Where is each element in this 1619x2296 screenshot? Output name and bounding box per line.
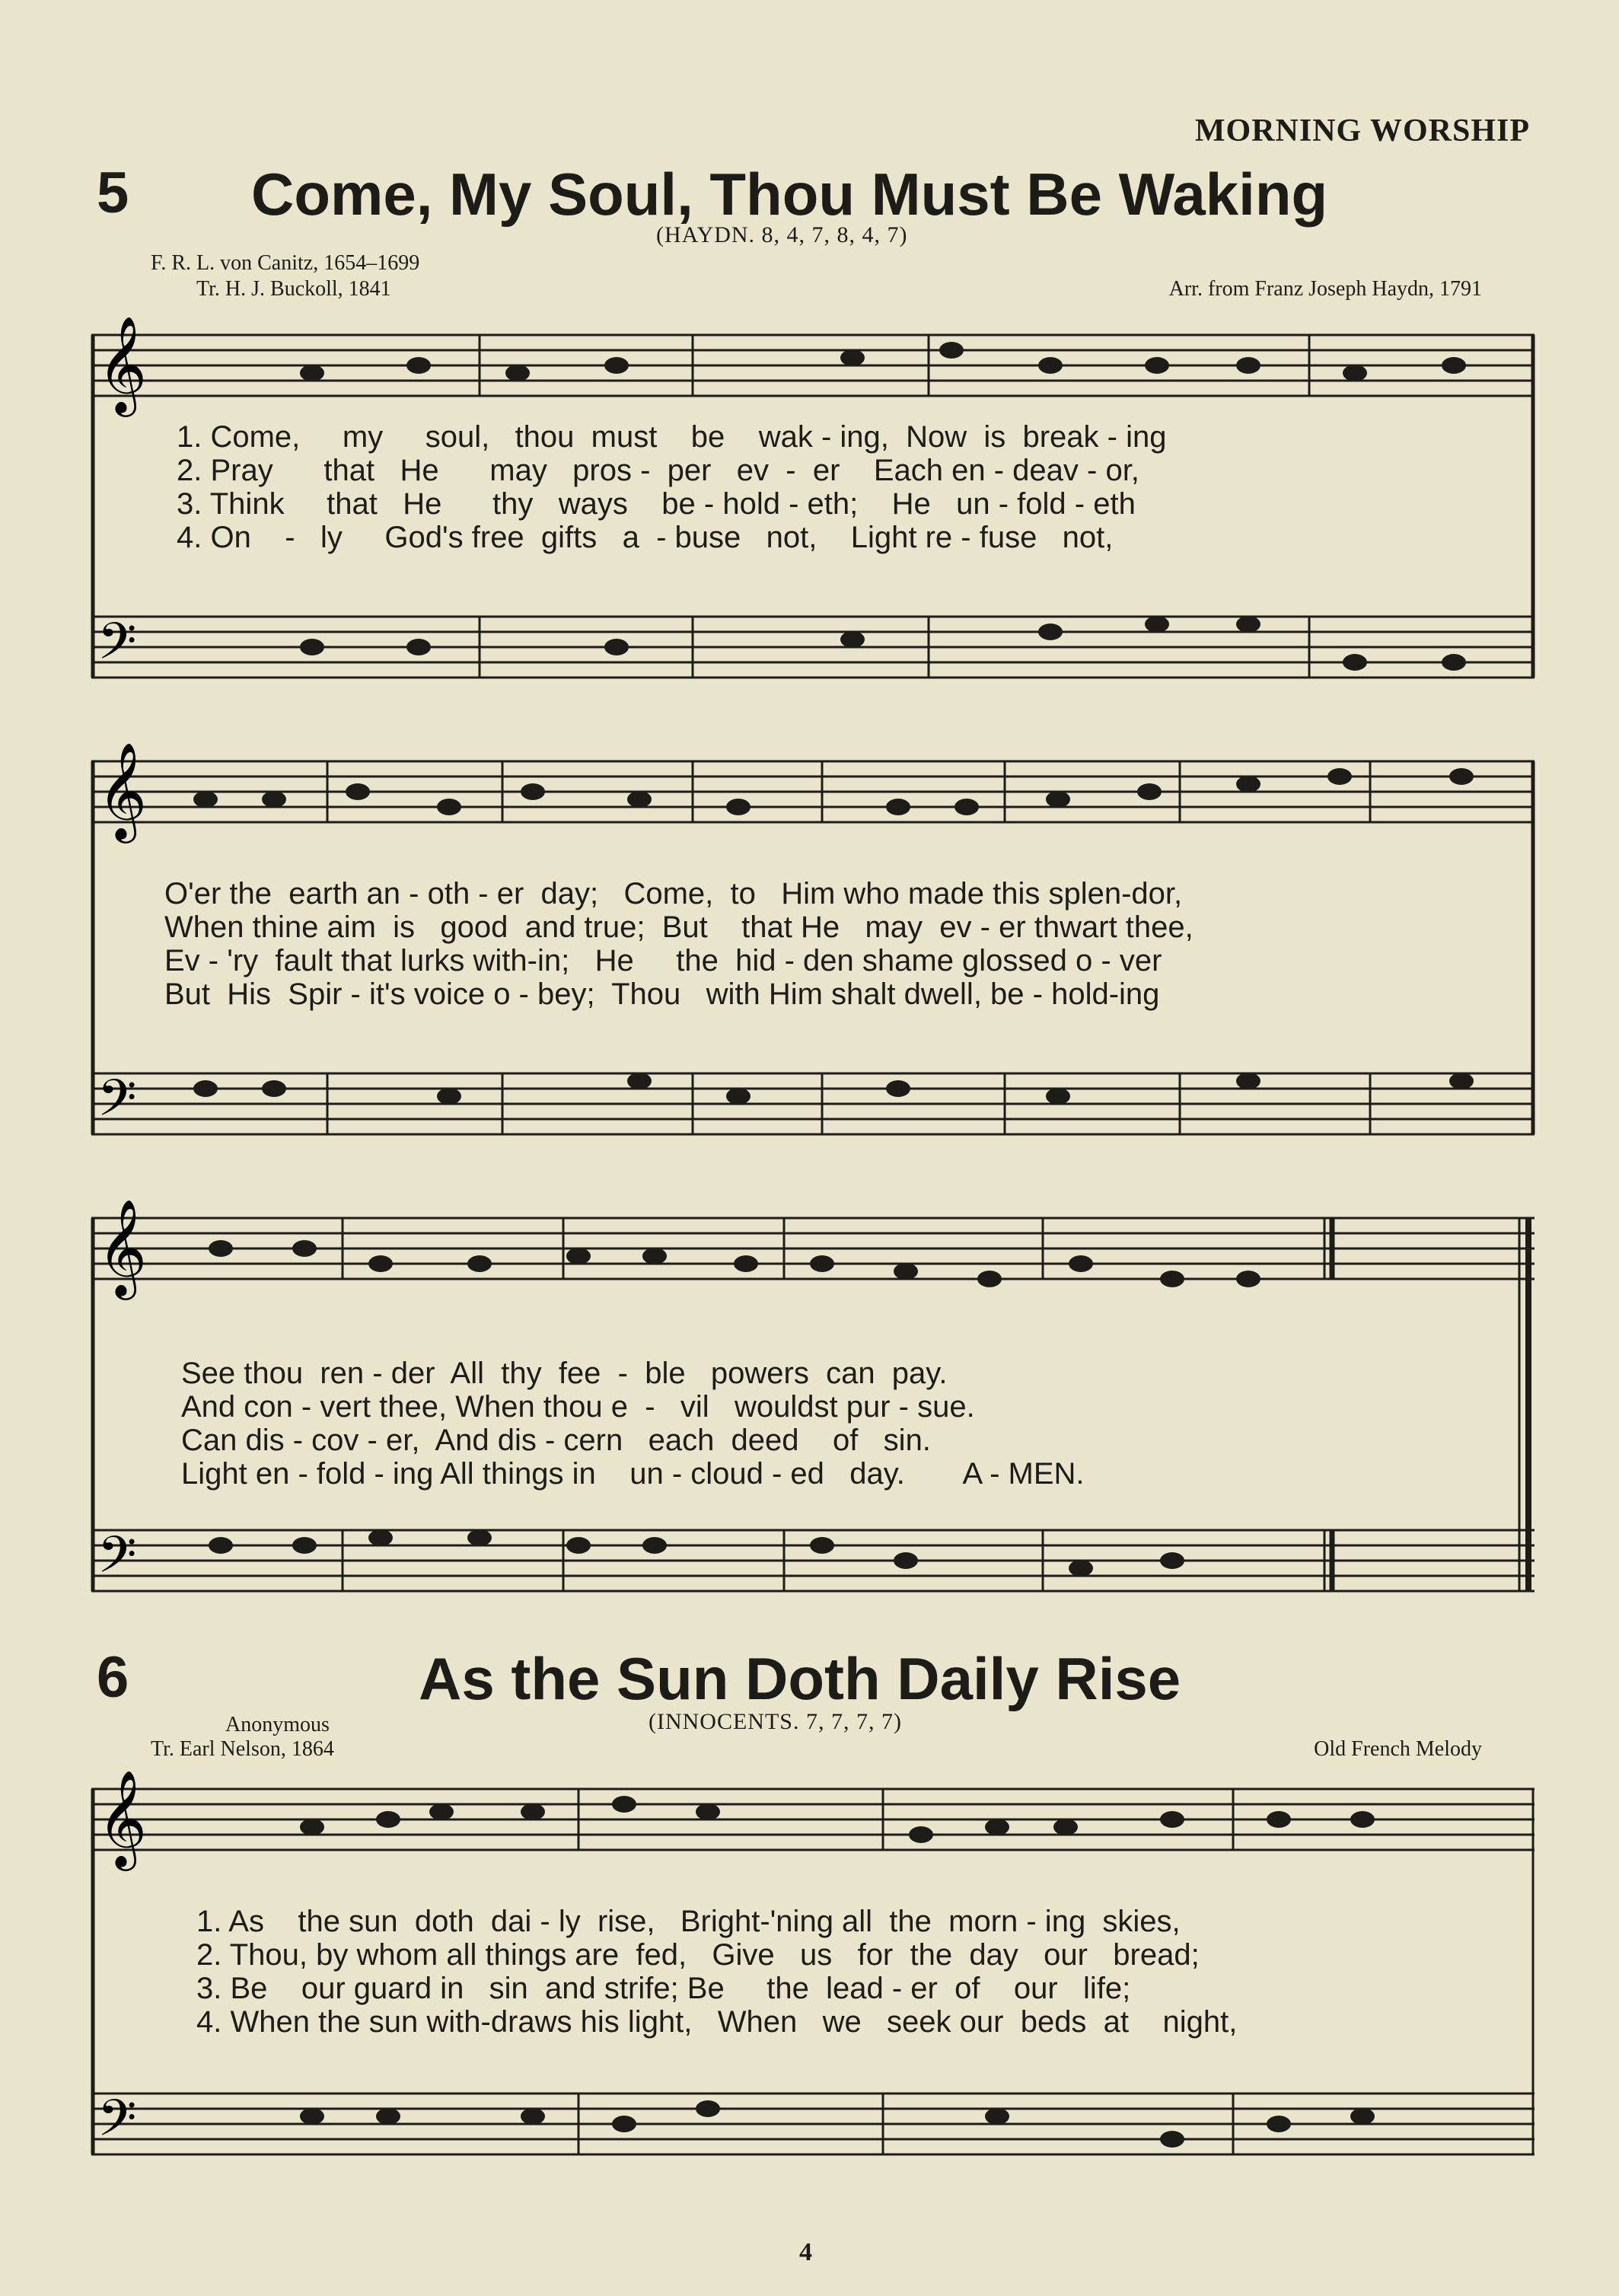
arranger-credit: Old French Melody: [1314, 1737, 1482, 1761]
page-number: 4: [799, 2238, 812, 2266]
translator-credit: Tr. H. J. Buckoll, 1841: [196, 277, 391, 301]
lyric-line: 1. Come, my soul, thou must be wak - ing, Now is break - ing: [177, 420, 1167, 454]
lyric-line: Ev - 'ry fault that lurks with-in; He the hid - den shame glossed o - ver: [164, 944, 1162, 977]
svg-text:𝄢: 𝄢: [97, 2089, 137, 2160]
lyric-line: See thou ren - der All thy fee - ble powers can pay.: [181, 1357, 948, 1390]
lyric-line: 4. On - ly God's free gifts a - buse not, Light re - fuse not,: [177, 521, 1114, 554]
svg-text:𝄢: 𝄢: [97, 1069, 137, 1140]
lyric-line: O'er the earth an - oth - er day; Come, to Him who made this splen-dor,: [164, 877, 1183, 910]
lyric-line: 2. Thou, by whom all things are fed, Give us for the day our bread;: [196, 1938, 1200, 1972]
music-system: [91, 315, 1535, 731]
music-system: [91, 1198, 1535, 1629]
hymn-title: As the Sun Doth Daily Rise: [419, 1645, 1181, 1712]
svg-text:𝄢: 𝄢: [97, 1526, 137, 1596]
lyric-line: And con - vert thee, When thou e - vil wouldst pur - sue.: [181, 1390, 975, 1424]
svg-text:𝄞: 𝄞: [97, 315, 148, 413]
author-credit: Anonymous: [225, 1713, 330, 1736]
lyric-line: 2. Pray that He may pros - per ev - er Each en - deav - or,: [177, 454, 1139, 487]
svg-text:𝄢: 𝄢: [97, 612, 137, 683]
section-label: MORNING WORSHIP: [1194, 113, 1530, 148]
lyric-line: 3. Think that He thy ways be - hold - eth; He un - fold - eth: [177, 487, 1136, 521]
arranger-credit: Arr. from Franz Joseph Haydn, 1791: [1168, 277, 1482, 301]
music-system: [91, 1769, 1535, 2200]
svg-text:𝄞: 𝄞: [97, 1769, 148, 1867]
tune-name: (HAYDN. 8, 4, 7, 8, 4, 7): [656, 222, 908, 247]
lyric-line: Can dis - cov - er, And dis - cern each deed of sin.: [181, 1424, 931, 1457]
lyric-line: When thine aim is good and true; But that He may ev - er thwart thee,: [164, 910, 1194, 944]
hymn-number: 5: [97, 161, 129, 225]
translator-credit: Tr. Earl Nelson, 1864: [151, 1737, 334, 1761]
hymn-title: Come, My Soul, Thou Must Be Waking: [251, 161, 1328, 228]
svg-text:𝄞: 𝄞: [97, 1198, 148, 1296]
lyric-line: But His Spir - it's voice o - bey; Thou with Him shalt dwell, be - hold-ing: [164, 977, 1160, 1011]
lyric-line: 4. When the sun with-draws his light, When we seek our beds at night,: [196, 2005, 1238, 2039]
music-system: [91, 741, 1535, 1172]
lyric-line: 3. Be our guard in sin and strife; Be the lead - er of our life;: [196, 1972, 1131, 2005]
tune-name: (INNOCENTS. 7, 7, 7, 7): [649, 1709, 902, 1734]
lyric-line: Light en - fold - ing All things in un - cloud - ed day. A - MEN.: [181, 1457, 1085, 1491]
svg-text:𝄞: 𝄞: [97, 741, 148, 839]
lyric-line: 1. As the sun doth dai - ly rise, Bright-'ning all the morn - ing skies,: [196, 1905, 1181, 1938]
author-credit: F. R. L. von Canitz, 1654–1699: [151, 251, 420, 275]
hymn-number: 6: [97, 1645, 129, 1710]
